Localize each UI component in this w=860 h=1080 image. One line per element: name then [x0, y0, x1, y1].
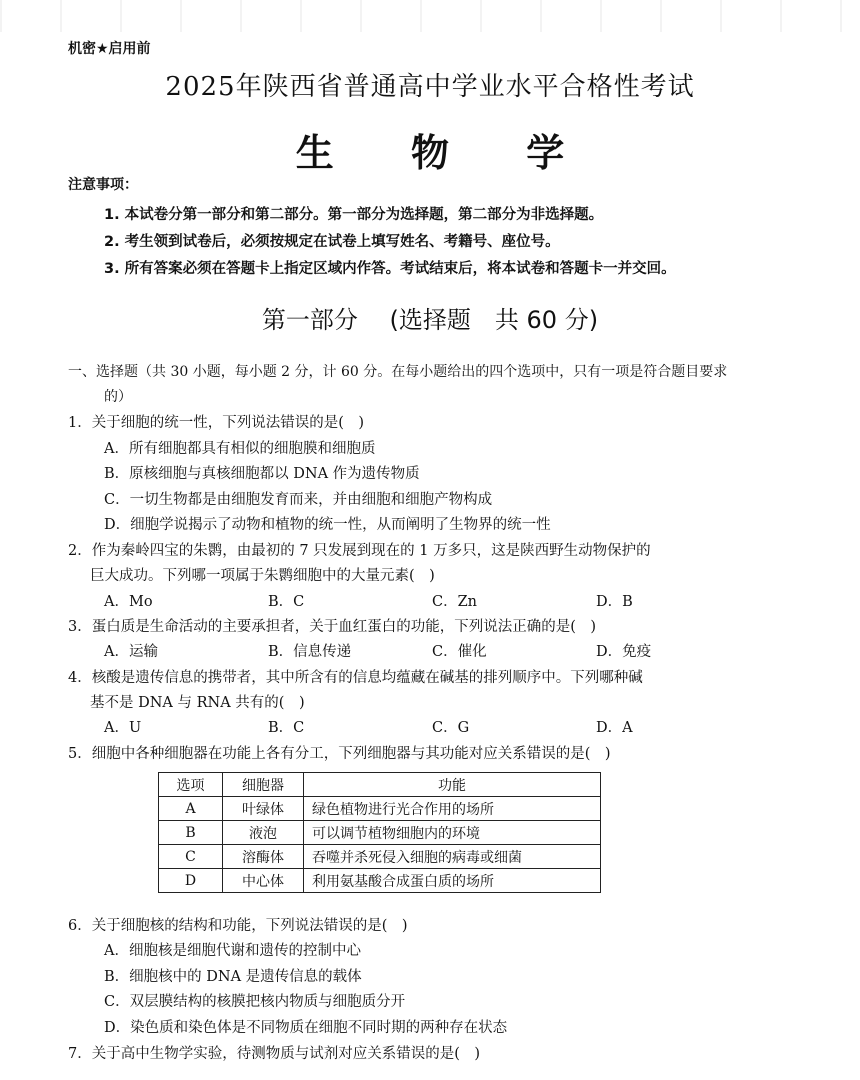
exam-title: 2025年陕西省普通高中学业水平合格性考试 [165, 72, 695, 102]
table-row [159, 869, 601, 893]
table-cell: 吞噬并杀死侵入细胞的病毒或细菌 [304, 845, 601, 869]
question-2-option-d: D．B [596, 594, 633, 610]
question-6-stem: 6．关于细胞核的结构和功能，下列说法错误的是( ) [68, 918, 408, 934]
table-cell: B [159, 821, 223, 845]
table-cell: 中心体 [223, 869, 304, 893]
table-cell: 溶酶体 [223, 845, 304, 869]
question-3-stem: 3．蛋白质是生命活动的主要承担者，关于血红蛋白的功能，下列说法正确的是( ) [68, 619, 597, 635]
note-item-2: 2. 考生领到试卷后，必须按规定在试卷上填写姓名、考籍号、座位号。 [104, 234, 560, 250]
question-1-option-c: C．一切生物都是由细胞发育而来，并由细胞和细胞产物构成 [104, 492, 493, 508]
table-header-row [159, 773, 601, 797]
question-4-option-d: D．A [596, 720, 633, 736]
question-3-option-d: D．免疫 [596, 644, 652, 660]
table-cell: A [159, 797, 223, 821]
top-page-edge [0, 0, 860, 32]
question-1-option-d: D．细胞学说揭示了动物和植物的统一性，从而阐明了生物界的统一性 [104, 517, 551, 533]
question-6-option-a: A．细胞核是细胞代谢和遗传的控制中心 [104, 943, 361, 959]
table-header: 选项 [159, 773, 223, 797]
confidential-label: 机密★启用前 [68, 41, 151, 57]
table-row [159, 797, 601, 821]
question-2-stem-line-1: 2．作为秦岭四宝的朱鹮，由最初的 7 只发展到现在的 1 万多只，这是陕西野生动物保护的 [68, 543, 651, 559]
question-3-option-a: A．运输 [104, 644, 158, 660]
table-row [159, 845, 601, 869]
table-header: 细胞器 [223, 773, 304, 797]
question-4-option-b: B．C [268, 720, 305, 736]
question-7-stem: 7．关于高中生物学实验，待测物质与试剂对应关系错误的是( ) [68, 1046, 481, 1062]
note-item-1: 1. 本试卷分第一部分和第二部分。第一部分为选择题，第二部分为非选择题。 [104, 207, 604, 223]
question-2-stem-line-2: 巨大成功。下列哪一项属于朱鹮细胞中的大量元素( ) [90, 568, 435, 584]
table-cell: 液泡 [223, 821, 304, 845]
question-4-stem-line-1: 4．核酸是遗传信息的携带者，其中所含有的信息均蕴藏在碱基的排列顺序中。下列哪种碱 [68, 670, 643, 686]
section-intro-line-2: 的） [104, 389, 132, 405]
question-6-option-d: D．染色质和染色体是不同物质在细胞不同时期的两种存在状态 [104, 1020, 508, 1036]
question-2-option-a: A．Mo [104, 594, 153, 610]
subject-title: 生 物 学 [295, 130, 597, 175]
question-2-option-b: B．C [268, 594, 305, 610]
question-4-stem-line-2: 基不是 DNA 与 RNA 共有的( ) [90, 695, 305, 711]
question-3-option-b: B．信息传递 [268, 644, 352, 660]
question-6-option-b: B．细胞核中的 DNA 是遗传信息的载体 [104, 969, 362, 985]
question-6-option-c: C．双层膜结构的核膜把核内物质与细胞质分开 [104, 994, 406, 1010]
table-cell: 叶绿体 [223, 797, 304, 821]
table-cell: D [159, 869, 223, 893]
notes-heading: 注意事项： [68, 177, 138, 193]
question-4-option-c: C．G [432, 720, 470, 736]
table-cell: C [159, 845, 223, 869]
question-2-option-c: C．Zn [432, 594, 478, 610]
table-header: 功能 [304, 773, 601, 797]
question-5-stem: 5．细胞中各种细胞器在功能上各有分工，下列细胞器与其功能对应关系错误的是( ) [68, 746, 611, 762]
part-one-title: 第一部分 (选择题 共 60 分) [261, 306, 599, 334]
table-cell: 利用氨基酸合成蛋白质的场所 [304, 869, 601, 893]
organelle-function-table [158, 772, 601, 893]
question-1-option-a: A．所有细胞都具有相似的细胞膜和细胞质 [104, 441, 376, 457]
table-row [159, 821, 601, 845]
table-cell: 可以调节植物细胞内的环境 [304, 821, 601, 845]
question-1-option-b: B．原核细胞与真核细胞都以 DNA 作为遗传物质 [104, 466, 420, 482]
note-item-3: 3. 所有答案必须在答题卡上指定区域内作答。考试结束后，将本试卷和答题卡一并交回。 [104, 261, 676, 277]
table-cell: 绿色植物进行光合作用的场所 [304, 797, 601, 821]
section-intro-line-1: 一、选择题（共 30 小题，每小题 2 分，计 60 分。在每小题给出的四个选项中，只有一项是符合题目要求 [68, 364, 728, 380]
question-4-option-a: A．U [104, 720, 142, 736]
question-1-stem: 1．关于细胞的统一性，下列说法错误的是( ) [68, 415, 365, 431]
question-3-option-c: C．催化 [432, 644, 487, 660]
